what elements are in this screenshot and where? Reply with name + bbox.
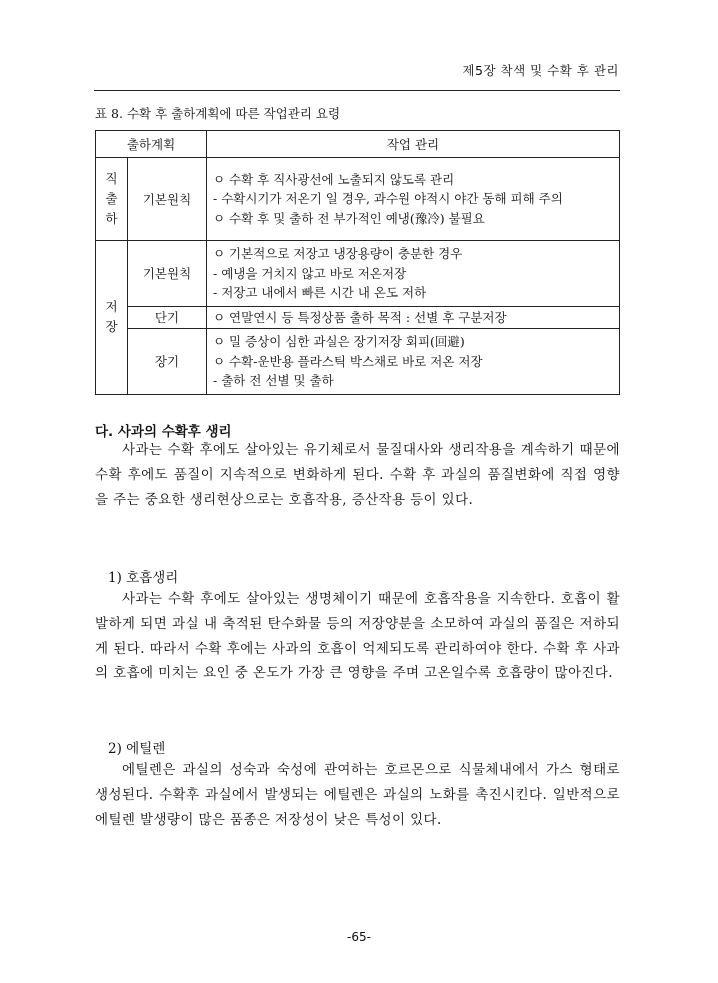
running-header: 제5장 착색 및 수확 후 관리 — [462, 63, 619, 78]
row-label: 기본원칙 — [128, 158, 207, 241]
category-storage — [96, 241, 128, 395]
page-number: -65- — [347, 930, 371, 944]
column-header-work: 작업 관리 — [207, 131, 620, 158]
work-item: ㅇ 밀 증상이 심한 과실은 장기저장 회피(回避) — [213, 334, 465, 349]
work-item: ㅇ 수확 후 직사광선에 노출되지 않도록 관리 — [213, 171, 455, 187]
category-direct-shipping — [96, 158, 128, 241]
work-item: - 수확시기가 저온기 일 경우, 과수원 야적시 야간 동해 피해 주의 — [213, 191, 563, 207]
column-header-plan: 출하계획 — [96, 131, 207, 158]
row-label: 기본원칙 — [128, 241, 207, 307]
category-label: 직 출 하 — [105, 171, 118, 226]
row-label: 장기 — [128, 329, 207, 395]
table-caption: 표 8. 수확 후 출하계획에 따른 작업관리 요령 — [95, 106, 341, 121]
work-item: - 저장고 내에서 빠른 시간 내 온도 저하 — [213, 285, 427, 300]
work-item: ㅇ 기본적으로 저장고 냉장용량이 충분한 경우 — [213, 246, 463, 261]
work-item: - 예냉을 거치지 않고 바로 저온저장 — [213, 265, 407, 281]
respiration-paragraph: 사과는 수확 후에도 살아있는 생명체이기 때문에 호흡작용을 지속한다. 호흡이 활발하게 되면 과실 내 축적된 탄수화물 등의 저장양분을 소모하여 과실의 품질은 저하되게 된다. 따라서 수확 후에는 사과의 호흡이 억제되도록 관리하여야 한다. 수확 후 사과의 호흡에 미치는 요인 중 온도가 가장 큰 영향을 주며 고온일수록 호흡량이 많아진다. — [95, 591, 620, 682]
table-header-row — [96, 131, 620, 158]
subsection-title-ethylene: 2) 에틸렌 — [108, 741, 166, 757]
work-item: - 출하 전 선별 및 출하 — [213, 373, 334, 388]
table-row — [96, 241, 620, 307]
work-item: ㅇ 연말연시 등 특정상품 출하 목적 : 선별 후 구분저장 — [213, 309, 507, 325]
row-label: 단기 — [128, 306, 207, 329]
work-cell — [207, 241, 620, 307]
work-cell — [207, 329, 620, 395]
section-title: 다. 사과의 수확후 생리 — [95, 424, 232, 440]
table-row — [96, 329, 620, 395]
category-label: 저 장 — [105, 299, 118, 335]
work-cell — [207, 306, 620, 329]
shipping-plan-table — [95, 130, 620, 395]
ethylene-paragraph: 에틸렌은 과실의 성숙과 숙성에 관여하는 호르몬으로 식물체내에서 가스 형태로 생성된다. 수확후 과실에서 발생되는 에틸렌은 과실의 노화를 촉진시킨다. 일반적으로 에틸렌 발생량이 많은 품종은 저장성이 낮은 특성이 있다. — [95, 762, 620, 828]
work-cell — [207, 158, 620, 241]
table-row — [96, 306, 620, 329]
subsection-title-respiration: 1) 호흡생리 — [108, 570, 179, 586]
header-rule — [94, 90, 620, 91]
work-item: ㅇ 수확-운반용 플라스틱 박스채로 바로 저온 저장 — [213, 353, 483, 369]
work-item: ㅇ 수확 후 및 출하 전 부가적인 예냉(豫冷) 불필요 — [213, 210, 485, 226]
intro-paragraph: 사과는 수확 후에도 살아있는 유기체로서 물질대사와 생리작용을 계속하기 때문에 수확 후에도 품질이 지속적으로 변화하게 된다. 수확 후 과실의 품질변화에 직접 영향을 주는 중요한 생리현상으로는 호흡작용, 증산작용 등이 있다. — [95, 442, 620, 508]
table-row — [96, 158, 620, 241]
